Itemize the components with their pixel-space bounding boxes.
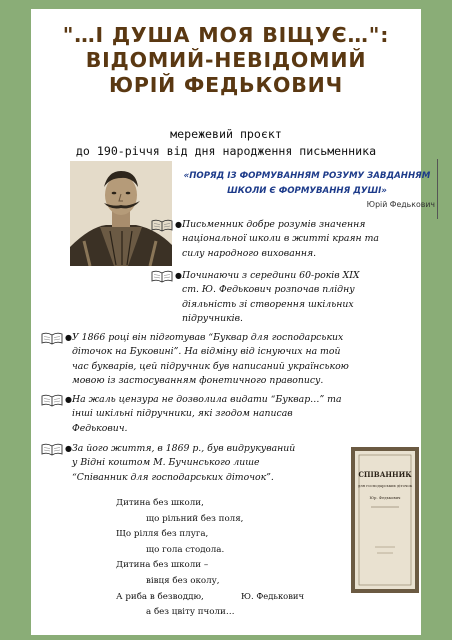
quote-divider	[437, 159, 438, 219]
book-cover-image	[351, 447, 419, 593]
poem-line: що рільний без поля,	[146, 513, 244, 524]
bullet-line: На жаль цензура не дозволила видати “Буквар…” та	[72, 394, 342, 405]
poster-sheet	[31, 9, 435, 635]
bullet-text	[182, 218, 379, 261]
bullet-dot: ●	[65, 333, 72, 342]
list-item	[41, 442, 295, 485]
bullet-line: Федькович.	[72, 422, 128, 434]
bullet-line: інші шкільні підручники, які згодом написав	[72, 408, 293, 420]
bullet-line: у Відні коштом М. Бучинського лише	[72, 457, 260, 469]
bullet-line: національної школи в житті краян та	[182, 233, 379, 245]
poster-subtitle	[31, 126, 421, 160]
bullet-line: підручників.	[182, 313, 243, 325]
book-subtitle: для господарських діточок	[357, 483, 413, 488]
bullet-line: Починаючи з середини 60-років XIX	[182, 270, 360, 281]
open-book-icon	[151, 219, 173, 232]
bullet-text	[72, 393, 342, 436]
poem-line: Дитина без школи,	[116, 498, 204, 508]
bullet-dot: ●	[175, 271, 182, 280]
poem-line: а без цвіту пчоли…	[146, 607, 235, 618]
bullet-line: У 1866 році він підготував “Буквар для господарських	[72, 332, 344, 343]
bullet-text	[182, 269, 360, 327]
subtitle-line-1: мережевий проєкт	[170, 127, 282, 141]
poem-line: Дитина без школи –	[116, 560, 209, 571]
list-item	[41, 393, 342, 436]
open-book-icon	[41, 332, 63, 345]
bullet-line: мовою із застосуванням фонетичного правопису.	[72, 375, 324, 387]
bullet-line: діяльність зі створення шкільних	[182, 298, 354, 310]
quote-line-1: «ПОРЯД ІЗ ФОРМУВАННЯМ РОЗУМУ ЗАВДАННЯМ	[183, 171, 431, 181]
poster-title	[31, 23, 421, 98]
list-item	[151, 269, 360, 327]
list-item	[151, 218, 379, 261]
bullet-text	[72, 442, 295, 485]
poem-line: А риба в безводдю,	[116, 591, 204, 602]
bullet-line: За його життя, в 1869 р., був видрукуваний	[72, 443, 296, 454]
poem-line: Що рілля без плуга,	[116, 529, 209, 540]
bullet-text	[72, 331, 349, 389]
poem-line: що гола стодола.	[146, 544, 225, 555]
book-title: СПІВАННИК	[358, 470, 412, 479]
quote-line-2: ШКОЛИ Є ФОРМУВАННЯ ДУШІ»	[227, 186, 387, 196]
open-book-icon	[41, 394, 63, 407]
bullet-line: час букварів, цей підручник був написаний українською	[72, 360, 349, 372]
poem-block	[116, 496, 336, 621]
bullet-line: діточок на Буковині”. На відміну від існуючих на той	[72, 346, 341, 358]
open-book-icon	[151, 270, 173, 283]
bullet-line: “Співанник для господарських діточок”.	[72, 471, 274, 483]
quote-block	[179, 169, 435, 199]
list-item	[41, 331, 349, 389]
bullet-dot: ●	[65, 444, 72, 453]
poem-line: вівця без околу,	[146, 575, 220, 586]
bullet-dot: ●	[65, 395, 72, 404]
bullet-line: ст. Ю. Федькович розпочав плідну	[182, 284, 355, 296]
book-author: Юр. Федькович	[369, 495, 401, 500]
title-line-1: "…І ДУША МОЯ ВІЩУЄ…":	[62, 23, 390, 47]
open-book-icon	[41, 443, 63, 456]
title-line-3: ЮРІЙ ФЕДЬКОВИЧ	[109, 73, 343, 97]
bullet-dot: ●	[175, 220, 182, 229]
subtitle-line-2: до 190-річчя від дня народження письменника	[75, 144, 377, 158]
poem-author: Ю. Федькович	[241, 591, 305, 601]
bullet-line: силу народного виховання.	[182, 247, 317, 259]
bullet-line: Письменник добре розумів значення	[182, 219, 366, 230]
title-line-2: ВІДОМИЙ-НЕВІДОМИЙ	[85, 48, 367, 72]
quote-author: Юрій Федькович	[366, 200, 435, 209]
